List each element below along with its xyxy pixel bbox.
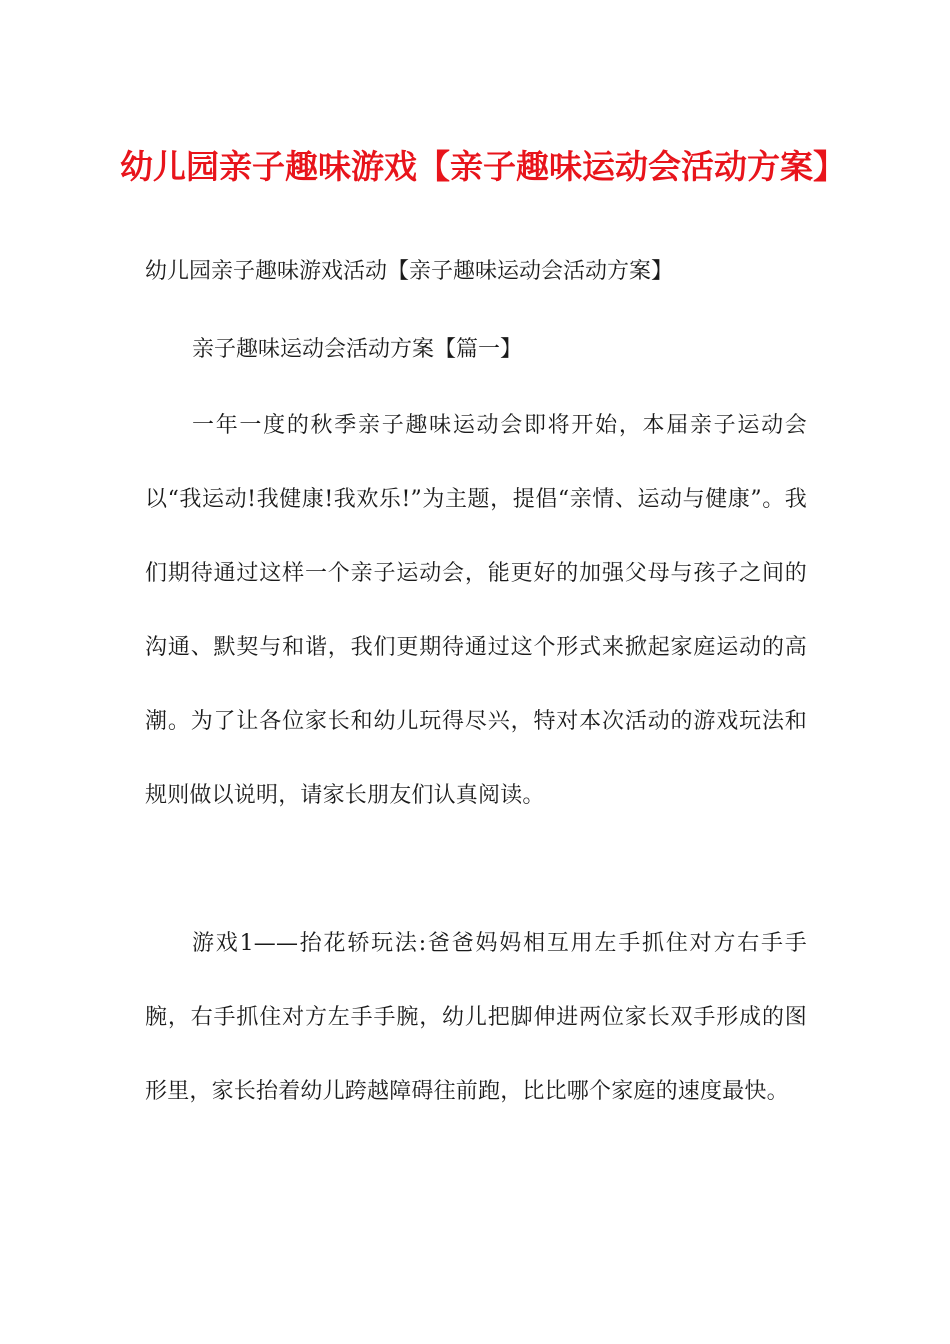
document-subtitle: 幼儿园亲子趣味游戏活动【亲子趣味运动会活动方案】 [145, 259, 674, 284]
paragraph-intro: 一年一度的秋季亲子趣味运动会即将开始，本届亲子运动会以“我运动!我健康!我欢乐!”为主题，提倡“亲情、运动与健康”。我们期待通过这样一个亲子运动会，能更好的加强父母与孩子之间的沟通、默契与和谐，我们更期待通过这个形式来掀起家庭运动的高潮。为了让各位家长和幼儿玩得尽兴，特对本次活动的游戏玩法和规则做以说明，请家长朋友们认真阅读。 [145, 413, 807, 808]
document-title: 幼儿园亲子趣味游戏【亲子趣味运动会活动方案】 [120, 147, 846, 186]
section-heading: 亲子趣味运动会活动方案【篇一】 [192, 337, 523, 362]
paragraph-game-1: 游戏1——抬花轿玩法:爸爸妈妈相互用左手抓住对方右手手腕，右手抓住对方左手手腕，幼儿把脚伸进两位家长双手形成的图形里，家长抬着幼儿跨越障碍往前跑，比比哪个家庭的速度最快。 [145, 931, 807, 1104]
